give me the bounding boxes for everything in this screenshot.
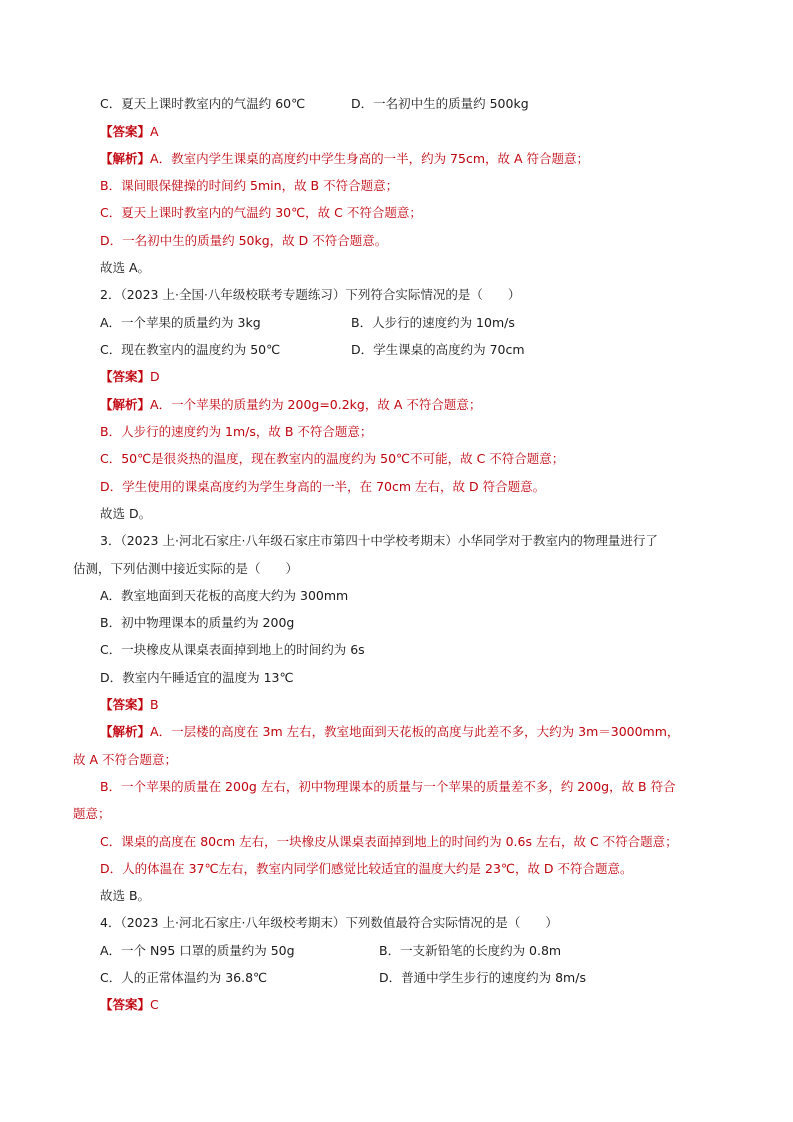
q2-conclusion: 故选 D。	[100, 506, 152, 521]
q3-answer	[0, 696, 159, 713]
analysis-text: A．教室内学生课桌的高度约中学生身高的一半，约为 75cm，故 A 符合题意；	[150, 151, 589, 166]
q1-analysis-d: D．一名初中生的质量约 50kg，故 D 不符合题意。	[100, 233, 388, 248]
answer-value: C	[150, 997, 159, 1012]
q3-analysis-b-line1: B．一个苹果的质量在 200g 左右，初中物理课本的质量与一个苹果的质量差不多，约 200g，故 B 符合	[100, 779, 676, 794]
answer-label: 【答案】	[100, 997, 151, 1012]
q3-analysis-d: D．人的体温在 37℃左右，教室内同学们感觉比较适宜的温度大约是 23℃，故 D 不符合题意。	[100, 861, 633, 876]
q3-option-a: A．教室地面到天花板的高度大约为 300mm	[100, 588, 349, 603]
q3-conclusion: 故选 B。	[100, 888, 151, 903]
q1-answer	[0, 123, 159, 140]
q1-conclusion: 故选 A。	[100, 260, 151, 275]
q2-answer	[0, 368, 160, 385]
q4-option-a: A．一个 N95 口罩的质量约为 50g	[100, 943, 295, 958]
q4-options-ab	[0, 942, 561, 959]
q2-analysis-a	[0, 396, 481, 413]
answer-value: B	[150, 697, 159, 712]
q4-option-d: D．普通中学生步行的速度约为 8m/s	[379, 970, 586, 985]
analysis-text: A．一个苹果的质量约为 200g=0.2kg，故 A 不符合题意；	[150, 397, 482, 412]
q2-option-a: A．一个苹果的质量约为 3kg	[100, 315, 261, 330]
q2-analysis-c: C．50℃是很炎热的温度，现在教室内的温度约为 50℃不可能，故 C 不符合题意；	[100, 451, 565, 466]
q4-option-b: B．一支新铅笔的长度约为 0.8m	[379, 943, 562, 958]
q4-options-cd	[0, 969, 586, 986]
q2-stem: 2．（2023 上·全国·八年级校联考专题练习）下列符合实际情况的是（ ）	[100, 287, 521, 302]
answer-label: 【答案】	[100, 369, 151, 384]
q3-analysis-b-line2: 题意；	[73, 806, 111, 821]
q3-stem-line1: 3．（2023 上·河北石家庄·八年级石家庄市第四十中学校考期末）小华同学对于教室内的物理量进行了	[100, 533, 658, 548]
q3-analysis-a-line2: 故 A 不符合题意；	[73, 752, 177, 767]
analysis-text: A．一层楼的高度在 3m 左右，教室地面到天花板的高度与此差不多，大约为 3m＝3000mm，	[150, 724, 680, 739]
q3-stem-line2: 估测，下列估测中接近实际的是（ ）	[73, 561, 299, 576]
q2-analysis-d: D．学生使用的课桌高度约为学生身高的一半，在 70cm 左右，故 D 符合题意。	[100, 479, 546, 494]
q1-analysis-a	[0, 150, 589, 167]
analysis-label: 【解析】	[100, 151, 151, 166]
answer-value: D	[150, 369, 160, 384]
q2-options-cd	[0, 341, 525, 358]
q2-option-d: D．学生课桌的高度约为 70cm	[351, 342, 525, 357]
answer-label: 【答案】	[100, 124, 151, 139]
q1-options-cd	[0, 95, 529, 112]
q3-option-d: D．教室内午睡适宜的温度为 13℃	[100, 670, 294, 685]
q4-answer	[0, 996, 159, 1013]
q3-analysis-c: C．课桌的高度在 80cm 左右，一块橡皮从课桌表面掉到地上的时间约为 0.6s 左右，故 C 不符合题意；	[100, 834, 678, 849]
q4-option-c: C．人的正常体温约为 36.8℃	[100, 970, 268, 985]
analysis-label: 【解析】	[100, 397, 151, 412]
q4-stem: 4．（2023 上·河北石家庄·八年级校考期末）下列数值最符合实际情况的是（ ）	[100, 915, 558, 930]
q1-option-c: C．夏天上课时教室内的气温约 60℃	[100, 96, 306, 111]
q2-options-ab	[0, 314, 515, 331]
q3-option-c: C．一块橡皮从课桌表面掉到地上的时间约为 6s	[100, 642, 365, 657]
q1-analysis-b: B．课间眼保健操的时间约 5min，故 B 不符合题意；	[100, 178, 399, 193]
q2-analysis-b: B．人步行的速度约为 1m/s，故 B 不符合题意；	[100, 424, 373, 439]
q3-option-b: B．初中物理课本的质量约为 200g	[100, 615, 295, 630]
q1-option-d: D．一名初中生的质量约 500kg	[351, 96, 529, 111]
q1-analysis-c: C．夏天上课时教室内的气温约 30℃，故 C 不符合题意；	[100, 205, 422, 220]
answer-label: 【答案】	[100, 697, 151, 712]
answer-value: A	[150, 124, 159, 139]
analysis-label: 【解析】	[100, 724, 151, 739]
q2-option-b: B．人步行的速度约为 10m/s	[351, 315, 515, 330]
q2-option-c: C．现在教室内的温度约为 50℃	[100, 342, 281, 357]
q3-analysis-a-line1	[0, 723, 679, 740]
